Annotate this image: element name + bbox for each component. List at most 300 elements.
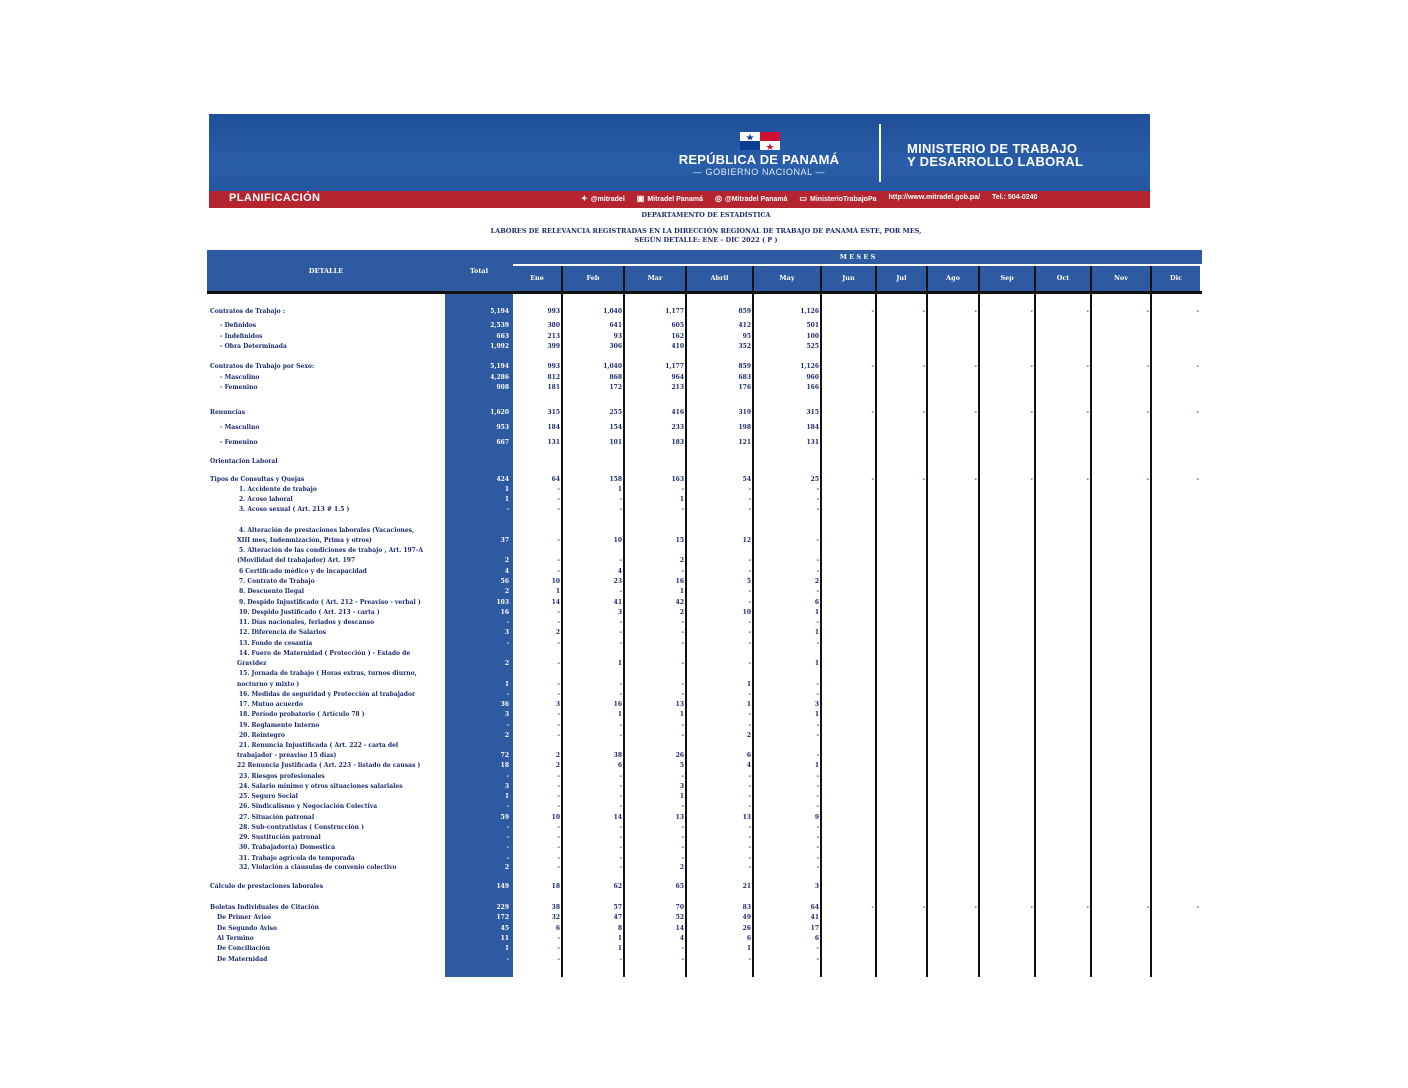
row-month-value: 605 <box>671 322 684 329</box>
row-month-value: 1 <box>814 711 819 718</box>
row-month-value: - <box>681 773 684 780</box>
republica-text: REPÚBLICA DE PANAMÁ <box>678 152 840 167</box>
row-month-value: 213 <box>547 333 560 340</box>
row-month-value: 26 <box>675 752 684 759</box>
row-month-value: 15 <box>675 537 684 544</box>
row-month-value: 1 <box>617 486 622 493</box>
row-month-value: - <box>681 619 684 626</box>
row-month-value: - <box>816 773 819 780</box>
row-month-value: 1 <box>617 945 622 952</box>
month-column-rule <box>875 266 877 977</box>
row-month-value: - <box>816 640 819 647</box>
row-month-value: - <box>974 409 977 416</box>
row-month-value: - <box>1086 409 1089 416</box>
row-month-value: - <box>619 783 622 790</box>
row-label: 8. Descuento Ilegal <box>239 588 305 595</box>
row-month-value: - <box>871 363 874 370</box>
row-month-value: - <box>974 904 977 911</box>
row-month-value: 2 <box>555 762 560 769</box>
row-month-value: 25 <box>810 476 819 483</box>
row-month-value: 18 <box>551 883 560 890</box>
row-month-value: - <box>1146 904 1149 911</box>
statistics-table <box>207 250 1202 977</box>
row-label: 18. Período probatorio ( Artículo 78 ) <box>239 711 365 718</box>
row-month-value: 183 <box>671 439 684 446</box>
row-month-value: 162 <box>671 333 684 340</box>
row-month-value: 131 <box>806 439 819 446</box>
row-month-value: - <box>557 537 560 544</box>
row-month-value: - <box>1030 409 1033 416</box>
row-month-value: 10 <box>551 578 560 585</box>
row-total: 4,286 <box>490 374 509 381</box>
row-total: 5,194 <box>490 308 509 315</box>
row-label: Boletas Individuales de Citación <box>210 904 319 911</box>
row-total: - <box>506 619 509 626</box>
row-month-value: 13 <box>675 814 684 821</box>
row-total: 2 <box>504 588 509 595</box>
month-header-2: Mar <box>625 266 685 291</box>
row-label: 17. Mutuo acuerdo <box>239 701 303 708</box>
row-month-value: 2 <box>679 609 684 616</box>
row-total: 1 <box>504 793 509 800</box>
ministerio-line1: MINISTERIO DE TRABAJO <box>907 141 1078 156</box>
twitter-link[interactable]: ✦ @mitradel <box>581 194 625 203</box>
row-label: (Movilidad del trabajador) Art. 197 <box>237 557 356 564</box>
row-month-value: 64 <box>810 904 819 911</box>
row-month-value: - <box>557 722 560 729</box>
row-month-value: 960 <box>806 374 819 381</box>
row-label: 27. Situación patronal <box>239 814 315 821</box>
row-month-value: - <box>557 691 560 698</box>
row-month-value: 64 <box>551 476 560 483</box>
row-month-value: - <box>748 619 751 626</box>
row-month-value: - <box>619 619 622 626</box>
row-month-value: - <box>816 691 819 698</box>
row-label: - Masculino <box>220 374 260 381</box>
row-month-value: - <box>557 681 560 688</box>
gobierno-text: — GOBIERNO NACIONAL — <box>692 167 826 177</box>
row-month-value: - <box>681 956 684 963</box>
row-month-value: 184 <box>806 424 819 431</box>
row-month-value: 410 <box>671 343 684 350</box>
row-label: Al Termino <box>217 935 254 942</box>
row-month-value: 16 <box>613 701 622 708</box>
row-month-value: 1 <box>746 681 751 688</box>
month-header-5: Jun <box>822 266 875 291</box>
detalle-header: DETALLE <box>207 250 445 292</box>
row-month-value: 1,040 <box>603 308 622 315</box>
row-label: 14. Fuero de Maternidad ( Protección ) - Estado de <box>239 650 411 657</box>
row-label: 31. Trabajo agrícola de temporada <box>239 855 355 862</box>
header-rule <box>207 291 1202 294</box>
row-month-value: 812 <box>547 374 560 381</box>
row-label: Orientación Laboral <box>210 458 278 465</box>
month-column-rule <box>1034 266 1036 977</box>
social-links <box>581 194 1037 203</box>
row-month-value: 41 <box>810 914 819 921</box>
row-total: 3 <box>504 629 509 636</box>
row-month-value: - <box>681 691 684 698</box>
row-label: De Conciliación <box>217 945 270 952</box>
row-total: 1 <box>504 681 509 688</box>
row-month-value: - <box>748 711 751 718</box>
row-month-value: 380 <box>547 322 560 329</box>
row-month-value: 315 <box>547 409 560 416</box>
row-label: 6 Certificado médico y de incapacidad <box>239 568 367 575</box>
row-month-value: 54 <box>742 476 751 483</box>
row-month-value: - <box>1086 476 1089 483</box>
row-month-value: - <box>1146 308 1149 315</box>
row-month-value: - <box>816 568 819 575</box>
row-month-value: - <box>557 711 560 718</box>
row-label: 9. Despido Injustificado ( Art. 212 - Preaviso - verbal ) <box>239 599 421 606</box>
row-label: - Indefinidos <box>220 333 263 340</box>
row-month-value: - <box>922 308 925 315</box>
row-month-value: - <box>619 722 622 729</box>
row-month-value: - <box>681 722 684 729</box>
row-total: 1 <box>504 945 509 952</box>
row-month-value: 4 <box>617 568 622 575</box>
report-title-line2: SEGÚN DETALLE: ENE - DIC 2022 ( P ) <box>634 236 778 244</box>
row-month-value: 3 <box>679 783 684 790</box>
row-total: 2,539 <box>490 322 509 329</box>
row-month-value: 2 <box>814 578 819 585</box>
row-total: 56 <box>500 578 509 585</box>
row-label: trabajador - preaviso 15 días) <box>237 752 337 759</box>
phone-text: Tel.: 504-0240 <box>992 194 1038 201</box>
row-label: 29. Sustitución patronal <box>239 834 321 841</box>
row-month-value: 352 <box>738 343 751 350</box>
row-total: - <box>506 844 509 851</box>
row-month-value: 10 <box>613 537 622 544</box>
row-month-value: - <box>619 864 622 871</box>
row-month-value: - <box>619 834 622 841</box>
row-month-value: 1,126 <box>800 363 819 370</box>
row-total: 424 <box>496 476 509 483</box>
row-total: 59 <box>500 814 509 821</box>
row-month-value: - <box>816 732 819 739</box>
row-month-value: - <box>681 681 684 688</box>
row-month-value: - <box>1146 409 1149 416</box>
row-month-value: 1 <box>814 609 819 616</box>
row-month-value: 21 <box>742 883 751 890</box>
row-month-value: 1 <box>617 660 622 667</box>
row-month-value: 993 <box>547 308 560 315</box>
row-month-value: - <box>557 824 560 831</box>
row-total: - <box>506 691 509 698</box>
row-month-value: - <box>922 363 925 370</box>
row-month-value: - <box>619 956 622 963</box>
panama-flag-icon <box>740 132 780 150</box>
row-month-value: 42 <box>675 599 684 606</box>
row-month-value: 65 <box>675 883 684 890</box>
row-month-value: 26 <box>742 925 751 932</box>
banner-divider <box>879 124 881 182</box>
row-month-value: - <box>748 793 751 800</box>
row-month-value: 1 <box>679 588 684 595</box>
row-month-value: - <box>748 599 751 606</box>
row-month-value: 1,177 <box>665 308 684 315</box>
row-month-value: 5 <box>746 578 751 585</box>
row-month-value: 315 <box>806 409 819 416</box>
row-month-value: 6 <box>814 935 819 942</box>
row-month-value: 47 <box>613 914 622 921</box>
row-month-value: 13 <box>675 701 684 708</box>
row-month-value: - <box>619 824 622 831</box>
row-month-value: - <box>748 783 751 790</box>
row-month-value: - <box>557 793 560 800</box>
row-month-value: 4 <box>746 762 751 769</box>
row-label: 10. Despido Justificado ( Art. 213 - carta ) <box>239 609 380 616</box>
row-label: Contratos de Trabajo : <box>210 308 285 315</box>
row-month-value: 52 <box>675 914 684 921</box>
row-label: De Maternidad <box>217 956 268 963</box>
row-month-value: - <box>619 629 622 636</box>
row-month-value: 5 <box>679 762 684 769</box>
row-month-value: - <box>1196 308 1199 315</box>
row-month-value: - <box>748 640 751 647</box>
row-month-value: - <box>922 409 925 416</box>
row-month-value: - <box>816 844 819 851</box>
row-month-value: - <box>557 945 560 952</box>
row-month-value: - <box>748 722 751 729</box>
month-header-4: May <box>754 266 820 291</box>
row-month-value: 525 <box>806 343 819 350</box>
row-month-value: - <box>557 486 560 493</box>
row-label: 24. Salario mínimo y otros situaciones salariales <box>239 783 403 790</box>
row-month-value: - <box>557 640 560 647</box>
department-title: DEPARTAMENTO DE ESTADÍSTICA <box>641 211 771 219</box>
row-month-value: - <box>557 557 560 564</box>
row-month-value: - <box>557 773 560 780</box>
row-month-value: 1 <box>679 711 684 718</box>
row-total: 2 <box>504 557 509 564</box>
row-total: - <box>506 640 509 647</box>
row-month-value: - <box>619 793 622 800</box>
row-total: 2 <box>504 864 509 871</box>
row-month-value: - <box>557 506 560 513</box>
row-month-value: 95 <box>742 333 751 340</box>
row-label: 32. Violación a cláusulas de convenio colectivo <box>239 864 397 871</box>
month-column-rule <box>1150 266 1152 977</box>
row-label: Contratos de Trabajo por Sexo: <box>210 363 315 370</box>
row-month-value: - <box>557 834 560 841</box>
row-label: 20. Reintegro <box>239 732 285 739</box>
row-month-value: - <box>557 956 560 963</box>
row-month-value: - <box>681 732 684 739</box>
row-month-value: 319 <box>738 409 751 416</box>
row-month-value: - <box>619 681 622 688</box>
row-month-value: - <box>1030 476 1033 483</box>
row-month-value: - <box>748 864 751 871</box>
row-month-value: 1 <box>555 588 560 595</box>
row-month-value: - <box>557 619 560 626</box>
row-month-value: - <box>681 824 684 831</box>
row-month-value: - <box>816 824 819 831</box>
row-month-value: - <box>816 752 819 759</box>
row-total: - <box>506 855 509 862</box>
row-month-value: 23 <box>613 578 622 585</box>
row-label: Gravidez <box>237 660 267 667</box>
row-month-value: 14 <box>613 814 622 821</box>
row-total: 36 <box>500 701 509 708</box>
row-total: 149 <box>496 883 509 890</box>
row-month-value: - <box>748 588 751 595</box>
instagram-link[interactable]: ◎ @Mitradel Panamá <box>714 194 788 203</box>
row-month-value: - <box>816 722 819 729</box>
row-month-value: - <box>974 363 977 370</box>
row-label: 7. Contrato de Trabajo <box>239 578 315 585</box>
row-month-value: - <box>922 904 925 911</box>
row-month-value: - <box>1196 904 1199 911</box>
row-month-value: - <box>619 506 622 513</box>
row-label: 16. Medidas de seguridad y Protección al trabajador <box>239 691 416 698</box>
row-label: 1. Accidente de trabajo <box>239 486 317 493</box>
row-label: 25. Seguro Social <box>239 793 298 800</box>
row-month-value: - <box>816 783 819 790</box>
row-month-value: - <box>816 956 819 963</box>
youtube-icon: ▭ <box>799 194 807 203</box>
row-month-value: - <box>816 681 819 688</box>
row-month-value: - <box>748 496 751 503</box>
row-month-value: 1 <box>814 762 819 769</box>
row-month-value: - <box>922 476 925 483</box>
row-month-value: - <box>619 855 622 862</box>
row-label: 19. Reglamento Interno <box>239 722 320 729</box>
month-header-3: Abril <box>687 266 752 291</box>
row-month-value: - <box>816 793 819 800</box>
row-month-value: - <box>871 904 874 911</box>
row-month-value: - <box>816 803 819 810</box>
month-column-rule <box>978 266 980 977</box>
row-month-value: 6 <box>617 762 622 769</box>
row-total: 45 <box>500 925 509 932</box>
facebook-link[interactable]: ▣ Mitradel Panamá <box>636 194 703 203</box>
row-month-value: 4 <box>679 935 684 942</box>
row-label: 23. Riesgos profesionales <box>239 773 325 780</box>
row-label: XIII mes, Indemnización, Prima y otros) <box>237 537 372 544</box>
row-month-value: - <box>557 732 560 739</box>
month-column-rule <box>926 266 928 977</box>
row-month-value: 3 <box>617 609 622 616</box>
row-month-value: 306 <box>609 343 622 350</box>
row-month-value: 172 <box>609 384 622 391</box>
row-month-value: 166 <box>806 384 819 391</box>
row-month-value: - <box>748 844 751 851</box>
month-header-1: Feb <box>563 266 623 291</box>
row-month-value: - <box>816 486 819 493</box>
ministerio-line2: Y DESARROLLO LABORAL <box>907 154 1084 169</box>
row-total: 908 <box>496 384 509 391</box>
row-month-value: - <box>748 803 751 810</box>
row-month-value: - <box>748 773 751 780</box>
row-month-value: - <box>1030 904 1033 911</box>
row-label: 13. Fondo de cesantía <box>239 640 313 647</box>
row-month-value: - <box>816 619 819 626</box>
twitter-icon: ✦ <box>581 194 588 203</box>
row-total: 11 <box>500 935 509 942</box>
row-month-value: 163 <box>671 476 684 483</box>
row-month-value: 2 <box>555 752 560 759</box>
row-label: Renuncias <box>210 409 246 416</box>
row-month-value: - <box>681 640 684 647</box>
row-label: De Segundo Aviso <box>217 925 278 932</box>
row-month-value: - <box>1030 363 1033 370</box>
row-month-value: 1,126 <box>800 308 819 315</box>
row-month-value: - <box>1196 476 1199 483</box>
row-total: - <box>506 773 509 780</box>
row-total: 953 <box>496 424 509 431</box>
row-month-value: 101 <box>609 439 622 446</box>
row-total: 5,194 <box>490 363 509 370</box>
row-month-value: 255 <box>609 409 622 416</box>
row-label: 28. Sub-contratistas ( Construcción ) <box>239 824 364 831</box>
planificacion-label: PLANIFICACIÓN <box>229 192 321 204</box>
row-total: 663 <box>496 333 509 340</box>
facebook-icon: ▣ <box>636 194 645 203</box>
row-month-value: 57 <box>613 904 622 911</box>
row-month-value: 1 <box>679 496 684 503</box>
row-month-value: 12 <box>742 537 751 544</box>
row-total: - <box>506 506 509 513</box>
row-month-value: - <box>681 629 684 636</box>
row-month-value: 38 <box>551 904 560 911</box>
row-month-value: 501 <box>806 322 819 329</box>
website-link[interactable]: http://www.mitradel.gob.pa/ <box>888 194 981 201</box>
row-month-value: 1,177 <box>665 363 684 370</box>
row-month-value: - <box>816 945 819 952</box>
row-month-value: - <box>619 773 622 780</box>
row-month-value: 154 <box>609 424 622 431</box>
row-total: 172 <box>496 914 509 921</box>
row-month-value: - <box>974 476 977 483</box>
row-total: 3 <box>504 711 509 718</box>
row-month-value: - <box>557 568 560 575</box>
row-total: 2 <box>504 660 509 667</box>
row-month-value: 131 <box>547 439 560 446</box>
row-month-value: - <box>1086 363 1089 370</box>
row-total: - <box>506 956 509 963</box>
month-header-10: Nov <box>1092 266 1150 291</box>
row-month-value: 17 <box>810 925 819 932</box>
row-month-value: - <box>681 855 684 862</box>
row-month-value: 181 <box>547 384 560 391</box>
row-month-value: 993 <box>547 363 560 370</box>
row-month-value: 9 <box>814 814 819 821</box>
row-month-value: - <box>748 824 751 831</box>
row-month-value: 641 <box>609 322 622 329</box>
row-month-value: - <box>748 629 751 636</box>
row-month-value: 13 <box>742 814 751 821</box>
row-month-value: - <box>681 844 684 851</box>
row-total: 3 <box>504 783 509 790</box>
row-total: 2 <box>504 732 509 739</box>
row-month-value: - <box>748 660 751 667</box>
month-header-7: Ago <box>928 266 978 291</box>
month-header-9: Oct <box>1036 266 1090 291</box>
month-header-6: Jul <box>877 266 926 291</box>
row-total: - <box>506 824 509 831</box>
row-month-value: - <box>748 834 751 841</box>
youtube-link[interactable]: ▭ MinisterioTrabajoPa <box>799 194 877 203</box>
row-month-value: 1 <box>617 711 622 718</box>
row-total: 1,620 <box>490 409 509 416</box>
row-month-value: - <box>748 855 751 862</box>
row-month-value: - <box>1086 308 1089 315</box>
row-month-value: - <box>816 557 819 564</box>
row-month-value: - <box>748 691 751 698</box>
row-month-value: 2 <box>679 864 684 871</box>
